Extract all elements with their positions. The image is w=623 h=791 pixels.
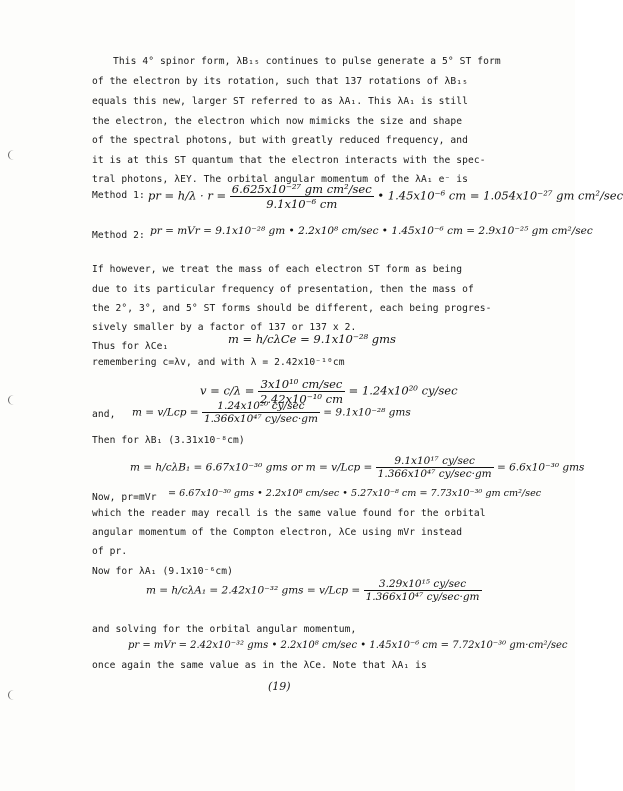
text-line: and solving for the orbital angular momentum, — [92, 624, 357, 635]
mass-a1-equation: m = h/cλA₁ = 2.42x10⁻³² gms = v/Lcp = $\frac{\text{3.29x10¹⁵ cy/sec}}{\text{1.366x10⁴⁷ cy/sec·gm}}$ — [146, 578, 480, 603]
text-line: remembering c=λv, and with λ = 2.42x10⁻¹⁰cm — [92, 357, 345, 368]
text-line: angular momentum of the Compton electron, λCe using mVr instead — [92, 527, 463, 538]
now-equation: = 6.67x10⁻³⁰ gms • 2.2x10⁸ cm/sec • 5.27x10⁻⁸ cm = 7.73x10⁻³⁰ gm cm²/sec — [168, 488, 542, 499]
method1-equation: pr = h/λ · r = $\frac{\text{6.625x10⁻²⁷ gm cm²/sec}}{\text{9.1x10⁻⁶ cm}}$ • 1.45x10⁻⁶ cm = 1.054x10⁻²⁷ gm cm²/sec — [148, 182, 623, 211]
method2-equation: pr = mVr = 9.1x10⁻²⁸ gm • 2.2x10⁸ cm/sec • 1.45x10⁻⁶ cm = 2.9x10⁻²⁵ gm cm²/sec — [150, 225, 593, 237]
text-line: it is at this ST quantum that the electron interacts with the spec- — [92, 155, 486, 166]
text-line: Now for λA₁ (9.1x10⁻⁶cm) — [92, 566, 234, 577]
method-label: Method 2: — [92, 230, 145, 241]
punch-hole-mark — [8, 395, 19, 405]
text-line: of the spectral photons, but with greatly reduced frequency, and — [92, 135, 469, 146]
mass-ce-equation: m = h/cλCe = 9.1x10⁻²⁸ gms — [228, 332, 396, 346]
frequency-equation: v = c/λ = $\frac{\text{3x10¹⁰ cm/sec}}{\text{2.42x10⁻¹⁰ cm}}$ = 1.24x10²⁰ cy/sec — [200, 377, 458, 406]
text-line: once again the same value as in the λCe. Note that λA₁ is — [92, 660, 427, 671]
text-line: and, — [92, 409, 116, 420]
method-label: Method 1: — [92, 190, 145, 201]
text-line: tral photons, λEY. The orbital angular momentum of the λA₁ e⁻ is — [92, 174, 469, 185]
punch-hole-mark — [8, 150, 19, 160]
text-line: of the electron by its rotation, such that 137 rotations of λB₁₅ — [92, 76, 469, 87]
final-equation: pr = mVr = 2.42x10⁻³² gms • 2.2x10⁸ cm/sec • 1.45x10⁻⁶ cm = 7.72x10⁻³⁰ gm·cm²/sec — [128, 640, 568, 651]
text-line: the electron, the electron which now mimicks the size and shape — [92, 116, 463, 127]
text-line: Then for λB₁ (3.31x10⁻⁸cm) — [92, 435, 245, 446]
text-line: sively smaller by a factor of 137 or 137 x 2. — [92, 322, 357, 333]
mass-b1-equation: m = h/cλB₁ = 6.67x10⁻³⁰ gms or m = v/Lcp = $\frac{\text{9.1x10¹⁷ cy/sec}}{\text{1.366x10⁴⁷ cy/sec·gm}}$ = 6.6x10⁻³⁰ gms — [130, 455, 585, 480]
text-line: due to its particular frequency of presentation, then the mass of — [92, 284, 474, 295]
text-line: the 2°, 3°, and 5° ST forms should be different, each being progres- — [92, 303, 492, 314]
text-line: Now, pr=mVr — [92, 492, 157, 503]
mass-and-equation: m = v/Lcp = $\frac{\text{1.24x10²⁰ cy/sec}}{\text{1.366x10⁴⁷ cy/sec·gm}}$ = 9.1x10⁻²⁸ gms — [132, 400, 411, 425]
page-number: (19) — [268, 680, 291, 693]
text-line: which the reader may recall is the same value found for the orbital — [92, 508, 486, 519]
punch-hole-mark — [8, 690, 19, 700]
text-line: This 4° spinor form, λB₁₅ continues to pulse generate a 5° ST form — [113, 56, 501, 67]
text-line: of pr. — [92, 546, 128, 557]
text-line: If however, we treat the mass of each electron ST form as being — [92, 264, 463, 275]
text-line: Thus for λCe₁ — [92, 341, 169, 352]
text-line: equals this new, larger ST referred to as λA₁. This λA₁ is still — [92, 96, 469, 107]
